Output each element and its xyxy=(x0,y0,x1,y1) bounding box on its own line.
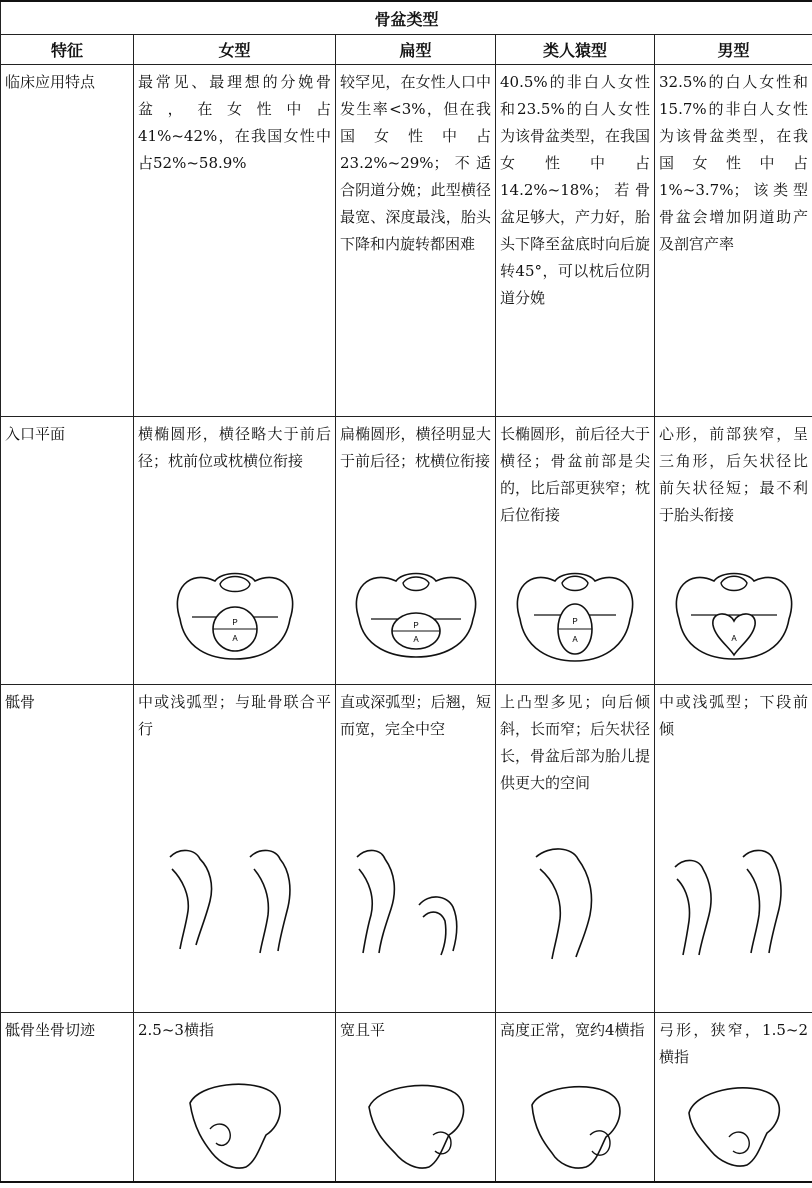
gynecoid-hip-bone-illustration xyxy=(170,1073,300,1173)
cell-anthropoid: 40.5%的非白人女性和23.5%的白人女性为该骨盆类型，在我国女性中占14.2%~18%；若骨盆足够大，产力好，胎头下降至盆底时向后旋转45°，可以枕后位阴道分娩 xyxy=(500,73,651,307)
inlet-label-p: P xyxy=(572,617,578,626)
anthropoid-sacrum-illustration xyxy=(500,839,650,969)
header-platypelloid: 扁型 xyxy=(336,35,496,65)
header-row xyxy=(1,35,812,65)
inlet-label-p: P xyxy=(231,618,238,627)
cell-gynecoid: 最常见、最理想的分娩骨盆，在女性中占41%~42%，在我国女性中占52%~58.9% xyxy=(138,73,331,172)
cell-gynecoid: 2.5~3横指 xyxy=(138,1021,214,1039)
feature-label: 临床应用特点 xyxy=(5,73,96,91)
anthropoid-inlet-illustration xyxy=(500,559,650,669)
android-hip-bone-illustration xyxy=(669,1073,799,1173)
android-sacrum-illustration xyxy=(659,839,809,969)
table-row-sciatic-notch xyxy=(1,1013,812,1182)
cell-platypelloid: 扁椭圆形，横径明显大于前后径；枕横位衔接 xyxy=(340,425,491,470)
cell-anthropoid: 长椭圆形，前后径大于横径；骨盆前部是尖的，比后部更狭窄；枕后位衔接 xyxy=(500,425,651,524)
header-android: 男型 xyxy=(655,35,812,65)
inlet-label-p: P xyxy=(412,621,419,630)
table-title: 骨盆类型 xyxy=(1,1,812,35)
inlet-label-a: A xyxy=(572,635,578,644)
platypelloid-inlet-illustration xyxy=(341,559,491,669)
inlet-label-a: A xyxy=(412,635,419,644)
cell-platypelloid: 直或深弧型；后翘，短而宽，完全中空 xyxy=(340,693,491,738)
anthropoid-hip-bone-illustration xyxy=(510,1073,640,1173)
table-row-clinical xyxy=(1,65,812,417)
cell-gynecoid: 横椭圆形，横径略大于前后径；枕前位或枕横位衔接 xyxy=(138,425,331,470)
platypelloid-hip-bone-illustration xyxy=(351,1073,481,1173)
cell-gynecoid: 中或浅弧型；与耻骨联合平行 xyxy=(138,693,331,738)
cell-android: 弓形，狭窄，1.5~2横指 xyxy=(659,1021,809,1066)
cell-platypelloid: 宽且平 xyxy=(340,1021,386,1039)
gynecoid-sacrum-illustration xyxy=(150,839,320,969)
header-gynecoid: 女型 xyxy=(134,35,336,65)
feature-label: 骶骨 xyxy=(5,693,36,711)
cell-anthropoid: 上凸型多见；向后倾斜，长而窄；后矢状径长，骨盆后部为胎儿提供更大的空间 xyxy=(500,693,651,792)
inlet-label-a: A xyxy=(730,634,737,643)
cell-android: 32.5%的白人女性和15.7%的非白人女性为该骨盆类型，在我国女性中占1%~3.7%；该类型骨盆会增加阴道助产及剖宫产率 xyxy=(659,73,809,253)
header-anthropoid: 类人猿型 xyxy=(496,35,655,65)
table-row-sacrum xyxy=(1,685,812,1013)
gynecoid-inlet-illustration xyxy=(160,559,310,669)
cell-android: 心形，前部狭窄，呈三角形，后矢状径比前矢状径短；最不利于胎头衔接 xyxy=(659,425,809,524)
android-inlet-illustration xyxy=(659,559,809,669)
inlet-label-a: A xyxy=(231,634,238,643)
platypelloid-sacrum-illustration xyxy=(341,839,491,969)
cell-platypelloid: 较罕见，在女性人口中发生率<3%，但在我国女性中占23.2%~29%；不适合阴道分娩；此型横径最宽、深度最浅，胎头下降和内旋转都困难 xyxy=(340,73,491,253)
feature-label: 入口平面 xyxy=(5,425,66,443)
header-feature: 特征 xyxy=(1,35,134,65)
cell-anthropoid: 高度正常，宽约4横指 xyxy=(500,1021,645,1039)
feature-label: 骶骨坐骨切迹 xyxy=(5,1021,96,1039)
table-row-inlet xyxy=(1,417,812,685)
table-title-row xyxy=(1,1,812,35)
cell-android: 中或浅弧型；下段前倾 xyxy=(659,693,809,738)
